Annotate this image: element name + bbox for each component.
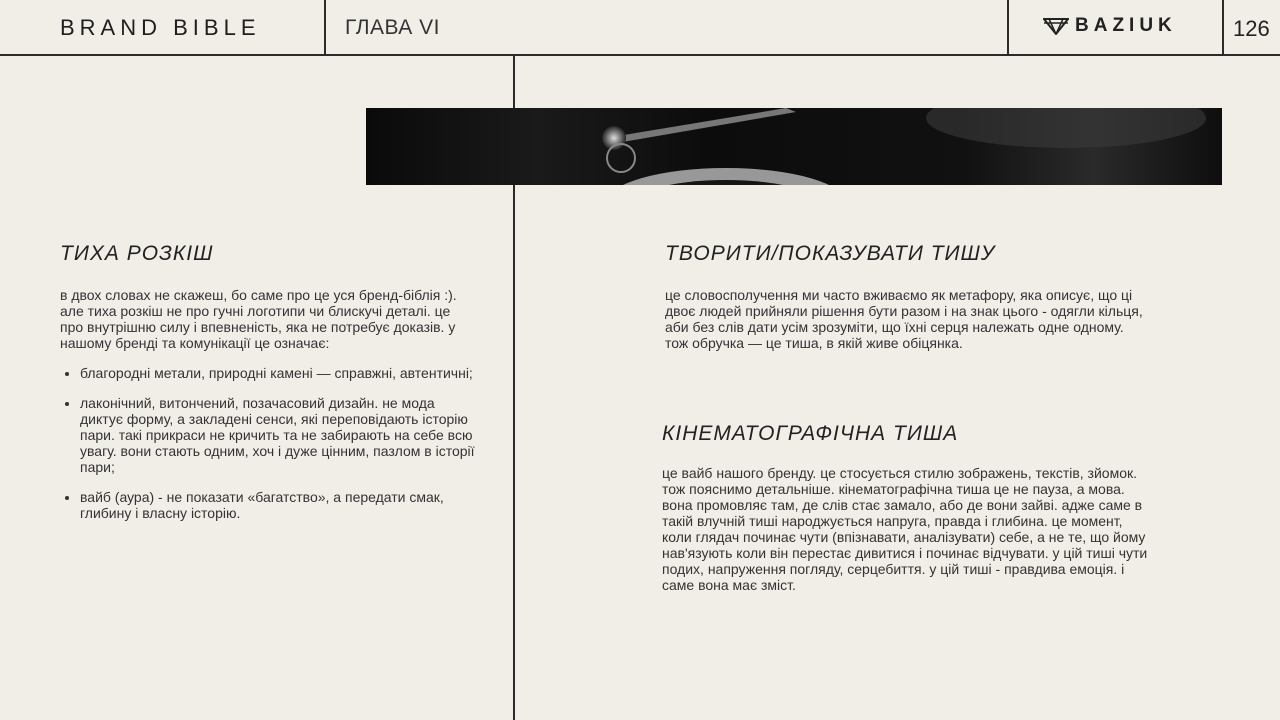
page-number: 126	[1233, 16, 1270, 41]
section-title-quiet-luxury: ТИХА РОЗКІШ	[60, 242, 214, 265]
cinematic-silence-body: це вайб нашого бренду. це стосується стилю зображень, текстів, зйомок. тож пояснимо детальніше. кінематографічна тиша це не пауза, а мова. вона промовляє там, де слів стає замало, або де вони зайві. адже саме в такій влучній тиші народжується напруга, правда і глибина. це момент, коли глядач починає чути (впізнавати, аналізувати) себе, а не те, що йому нав'язують коли він перестає дивитися і починає відчувати. у цій тиші чути подих, напруження погляду, серцебиття. у цій тиші - правдива емоція. і саме вона має зміст.	[662, 465, 1148, 593]
list-item: • благородні метали, природні камені — справжні, автентичні;	[80, 365, 475, 381]
section-title-create-silence: ТВОРИТИ/ПОКАЗУВАТИ ТИШУ	[665, 242, 996, 265]
list-item: • лаконічний, витончений, позачасовий дизайн. не мода диктує форму, а закладені сенси, які переповідають історію пари. такі прикраси не кричить та не забирають на себе всю увагу. вони стають одним, хоч і дуже цінним, пазлом в історії пари;	[80, 395, 475, 475]
header-divider	[0, 54, 1280, 56]
quiet-luxury-body	[60, 287, 475, 535]
bullet-list	[60, 365, 475, 521]
create-silence-body: це словосполучення ми часто вживаємо як метафору, яка описує, що ці двоє людей прийняли рішення бути разом і на знак цього - одягли кільця, аби без слів дати усім зрозуміти, що їхні серця належать одне одному. тож обручка — це тиша, в якій живе обіцянка.	[665, 287, 1143, 351]
list-item: • вайб (аура) - не показати «багатство», а передати смак, глибину і власну історію.	[80, 489, 475, 521]
logo-text: BAZIUK	[1075, 15, 1177, 36]
header-separator	[324, 0, 326, 54]
brand-bible-title: BRAND BIBLE	[60, 15, 261, 40]
chapter-label: ГЛАВА VI	[345, 16, 440, 39]
section-title-cinematic-silence: КІНЕМАТОГРАФІЧНА ТИША	[662, 422, 959, 445]
ring-tweezers-image	[366, 108, 1222, 185]
brand-logo	[1043, 15, 1177, 37]
ring-photo-banner	[366, 108, 1222, 185]
header-separator	[1222, 0, 1224, 54]
diamond-icon	[1043, 17, 1069, 35]
intro-paragraph: в двох словах не скажеш, бо саме про це уся бренд-біблія :). але тиха розкіш не про гучні логотипи чи блискучі деталі. це про внутрішню силу і впевненість, яка не потребує доказів. у нашому бренді та комунікації це означає:	[60, 287, 457, 351]
header-separator	[1007, 0, 1009, 54]
